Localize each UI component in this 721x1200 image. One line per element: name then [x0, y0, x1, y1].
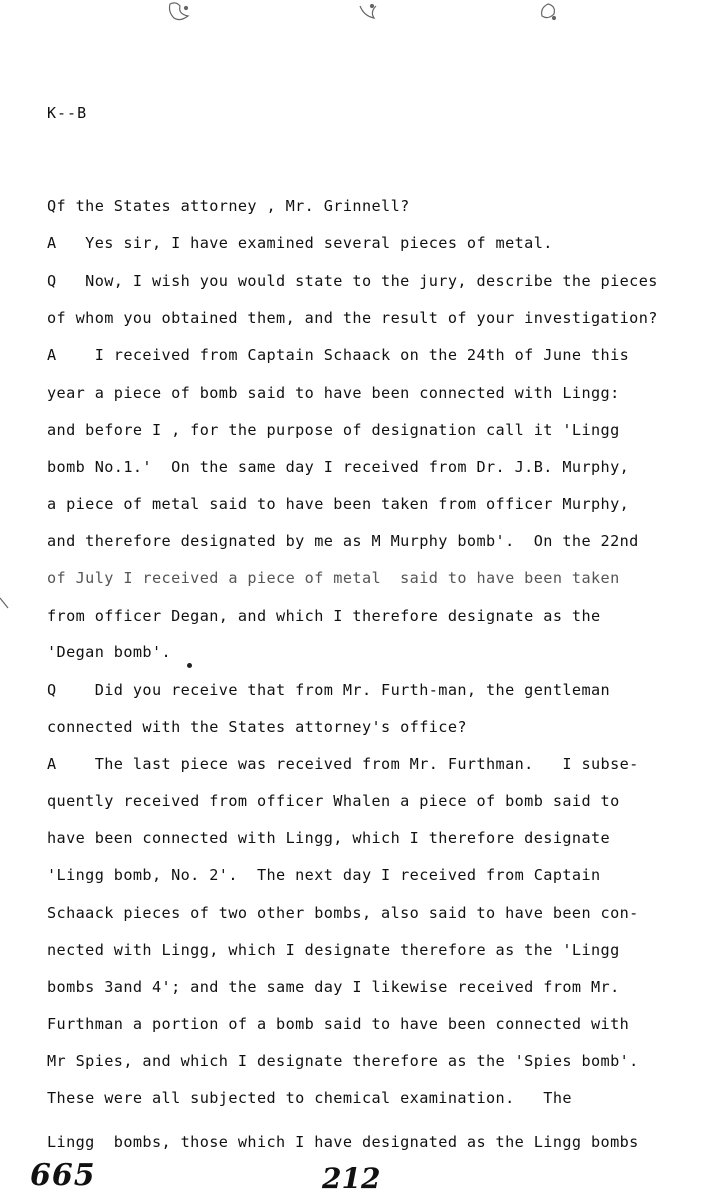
document-header: K--B — [47, 104, 88, 122]
text-line-20: Schaack pieces of two other bombs, also said to have been con- — [47, 904, 639, 922]
text-line-12: from officer Degan, and which I therefore designate as the — [47, 607, 601, 625]
text-line-1: Qf the States attorney , Mr. Grinnell? — [47, 197, 410, 215]
text-line-26: Lingg bombs, those which I have designated as the Lingg bombs — [47, 1133, 639, 1151]
text-line-25: These were all subjected to chemical examination. The — [47, 1089, 572, 1107]
text-line-22: bombs 3and 4'; and the same day I likewise received from Mr. — [47, 978, 620, 996]
text-line-9: a piece of metal said to have been taken from officer Murphy, — [47, 495, 630, 513]
text-line-6: year a piece of bomb said to have been connected with Lingg: — [47, 384, 620, 402]
ink-dot — [187, 663, 192, 668]
text-line-13: 'Degan bomb'. — [47, 643, 172, 661]
text-line-10: and therefore designated by me as M Murphy bomb'. On the 22nd — [47, 532, 639, 550]
text-line-17: quently received from officer Whalen a piece of bomb said to — [47, 792, 620, 810]
text-line-4: of whom you obtained them, and the result of your investigation? — [47, 309, 658, 327]
text-line-18: have been connected with Lingg, which I therefore designate — [47, 829, 611, 847]
text-line-15: connected with the States attorney's office? — [47, 718, 467, 736]
text-line-21: nected with Lingg, which I designate therefore as the 'Lingg — [47, 941, 620, 959]
handwritten-page-number: 212 — [322, 1162, 381, 1195]
punch-hole-marks — [150, 0, 590, 28]
text-line-8: bomb No.1.' On the same day I received from Dr. J.B. Murphy, — [47, 458, 630, 476]
text-line-2: A Yes sir, I have examined several pieces of metal. — [47, 234, 553, 252]
text-line-5: A I received from Captain Schaack on the 24th of June this — [47, 346, 630, 364]
text-line-3: Q Now, I wish you would state to the jury, describe the pieces — [47, 272, 658, 290]
text-line-23: Furthman a portion of a bomb said to have been connected with — [47, 1015, 630, 1033]
text-line-14: Q Did you receive that from Mr. Furth-man, the gentleman — [47, 681, 611, 699]
text-line-24: Mr Spies, and which I designate therefore as the 'Spies bomb'. — [47, 1052, 639, 1070]
text-line-16: A The last piece was received from Mr. Furthman. I subse- — [47, 755, 639, 773]
handwritten-number: 665 — [30, 1158, 96, 1193]
text-line-19: 'Lingg bomb, No. 2'. The next day I received from Captain — [47, 866, 601, 884]
edge-mark — [0, 596, 10, 610]
text-line-11: of July I received a piece of metal said to have been taken — [47, 569, 620, 587]
text-line-7: and before I , for the purpose of designation call it 'Lingg — [47, 421, 620, 439]
